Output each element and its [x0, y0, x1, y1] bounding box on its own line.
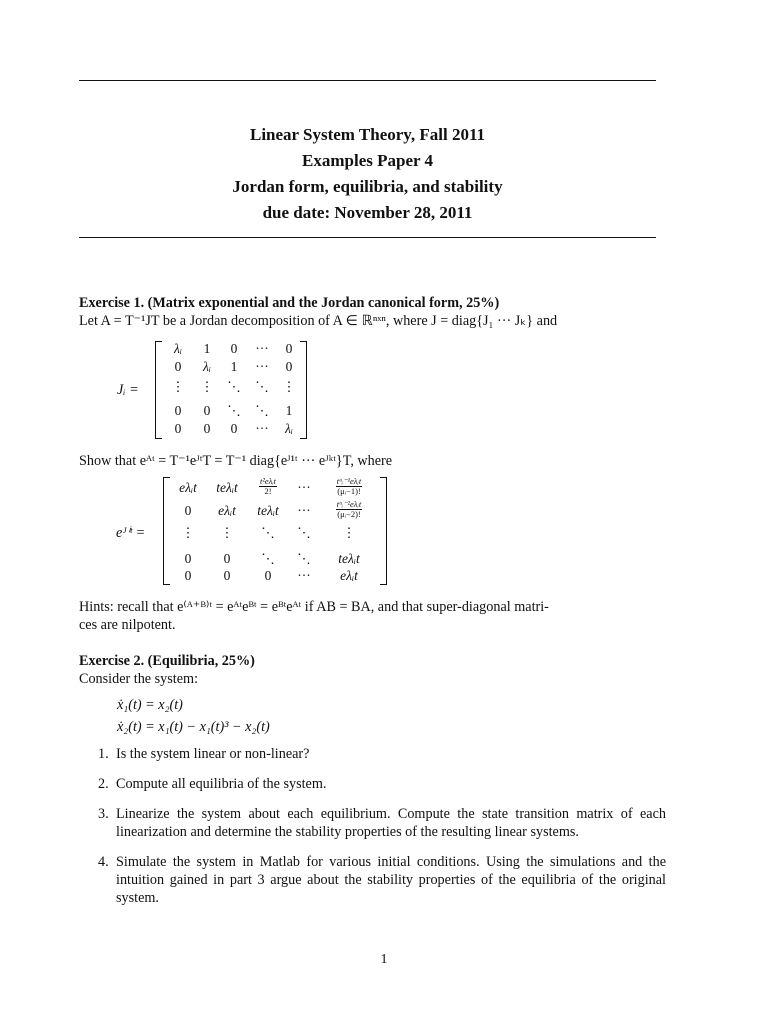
item-number: 2. — [98, 776, 109, 792]
eji-cell: teλᵢt — [216, 480, 238, 495]
item-text: Simulate the system in Matlab for various initial conditions. Using the simulations and the intuition gained in part 3 argue about the stability properties of the equilibria of the original system. — [116, 854, 666, 906]
system-equation-1: ẋ₁(t) = x₂(t) — [117, 697, 183, 713]
eji-cell: ⋮ — [181, 525, 195, 540]
matrix-exponential — [163, 477, 387, 585]
ji-cell: 0 — [203, 421, 211, 436]
paper-topic: Jordan form, equilibria, and stability — [232, 177, 503, 196]
eji-cell: ⋱ — [297, 551, 311, 566]
ji-cell: λᵢ — [174, 341, 182, 356]
item-number: 1. — [98, 746, 109, 762]
ji-cell: ⋱ — [227, 403, 241, 418]
title-block — [79, 122, 656, 226]
exercise2-heading: Exercise 2. (Equilibria, 25%) — [79, 653, 255, 669]
exercise1-heading: Exercise 1. (Matrix exponential and the Jordan canonical form, 25%) — [79, 295, 500, 311]
ji-cell: ⋮ — [200, 379, 214, 394]
eji-cell: 0 — [184, 503, 192, 518]
top-rule — [79, 80, 656, 81]
ji-cell: ⋮ — [171, 379, 185, 394]
ji-cell: 0 — [203, 403, 211, 418]
ji-cell: 1 — [203, 341, 211, 356]
item-number: 4. — [98, 854, 109, 870]
ji-cell: 1 — [285, 403, 293, 418]
eji-frac-cell — [319, 477, 379, 496]
ji-cell: 0 — [285, 359, 293, 374]
eji-label: eᴶⁱᵗ = — [116, 525, 146, 541]
bottom-rule — [79, 237, 656, 238]
hints-line-2: ces are nilpotent. — [79, 617, 176, 633]
eji-cell: ⋱ — [261, 525, 275, 540]
system-equation-2: ẋ₂(t) = x₁(t) − x₁(t)³ − x₂(t) — [117, 719, 270, 735]
eji-cell: eλᵢt — [179, 480, 197, 495]
eji-cell: 0 — [223, 568, 231, 583]
ji-cell: ⋱ — [227, 379, 241, 394]
eji-cell: 0 — [223, 551, 231, 566]
ji-cell: ⋮ — [282, 379, 296, 394]
paper-title: Linear System Theory, Fall 2011 — [249, 125, 486, 144]
left-bracket — [155, 341, 162, 439]
ji-cell: ⋱ — [255, 403, 269, 418]
due-date: due date: November 28, 2011 — [262, 203, 473, 222]
list-item — [92, 853, 666, 907]
eji-cell: teλᵢt — [257, 503, 279, 518]
ji-cell: ··· — [255, 421, 269, 436]
ji-cell: 0 — [285, 341, 293, 356]
list-item — [92, 775, 666, 793]
jordan-block-matrix — [155, 341, 307, 439]
item-text: Linearize the system about each equilibrium. Compute the state transition matrix of each linearization and determine the stability properties of the resulting linear systems. — [116, 806, 666, 840]
eji-cell: ⋱ — [261, 551, 275, 566]
eji-cell: eλᵢt — [218, 503, 236, 518]
ji-cell: 0 — [230, 421, 238, 436]
frac-numerator: tᵘᵢ⁻¹eλᵢt — [336, 476, 362, 486]
exercise2-intro: Consider the system: — [79, 671, 199, 687]
list-item — [92, 745, 666, 763]
show-that-statement: Show that eᴬᵗ = T⁻¹eᴶᵗT = T⁻¹ diag{eᴶ¹ᵗ ··· eᴶᵏᵗ}T, where — [79, 453, 393, 469]
paper-subtitle: Examples Paper 4 — [302, 151, 433, 170]
eji-cell: ··· — [297, 480, 311, 495]
right-bracket — [380, 477, 387, 585]
ji-cell: 0 — [174, 359, 182, 374]
ji-cell: ⋱ — [255, 379, 269, 394]
frac-numerator: tᵘᵢ⁻²eλᵢt — [336, 499, 362, 509]
eji-frac-cell — [247, 477, 289, 496]
eji-cell: ··· — [297, 568, 311, 583]
ji-cell: λᵢ — [203, 359, 211, 374]
item-number: 3. — [98, 806, 109, 822]
eji-cell: teλᵢt — [338, 551, 360, 566]
item-text: Compute all equilibria of the system. — [116, 776, 327, 792]
right-bracket — [300, 341, 307, 439]
list-item — [92, 805, 666, 841]
exercise1-intro: Let A = T⁻¹JT be a Jordan decomposition of A ∈ ℝⁿˣⁿ, where J = diag{J₁ ··· Jₖ} and — [79, 313, 558, 329]
hints-line-1: Hints: recall that e⁽ᴬ⁺ᴮ⁾ᵗ = eᴬᵗeᴮᵗ = eᴮᵗeᴬᵗ if AB = BA, and that super-diagonal matri- — [79, 599, 549, 615]
eji-cell: ⋮ — [220, 525, 234, 540]
ji-label: Jᵢ = — [117, 382, 139, 398]
item-text: Is the system linear or non-linear? — [116, 746, 310, 762]
ji-cell: ··· — [255, 341, 269, 356]
eji-cell: 0 — [184, 551, 192, 566]
ji-cell: λᵢ — [285, 421, 293, 436]
eji-frac-cell — [319, 500, 379, 519]
eji-cell: 0 — [184, 568, 192, 583]
ji-cell: 0 — [230, 341, 238, 356]
eji-cell: ··· — [297, 503, 311, 518]
page-number: 1 — [380, 952, 388, 967]
ji-cell: 0 — [174, 403, 182, 418]
ji-cell: 1 — [230, 359, 238, 374]
frac-numerator: t²eλᵢt — [259, 476, 277, 486]
eji-cell: ⋱ — [297, 525, 311, 540]
eji-cell: eλᵢt — [340, 568, 358, 583]
question-list — [92, 745, 666, 919]
frac-denominator: (μᵢ−1)! — [337, 486, 361, 496]
frac-denominator: (μᵢ−2)! — [337, 509, 361, 519]
ji-cell: 0 — [174, 421, 182, 436]
eji-cell: 0 — [264, 568, 272, 583]
ji-cell: ··· — [255, 359, 269, 374]
frac-denominator: 2! — [264, 486, 272, 496]
eji-cell: ⋮ — [342, 525, 356, 540]
